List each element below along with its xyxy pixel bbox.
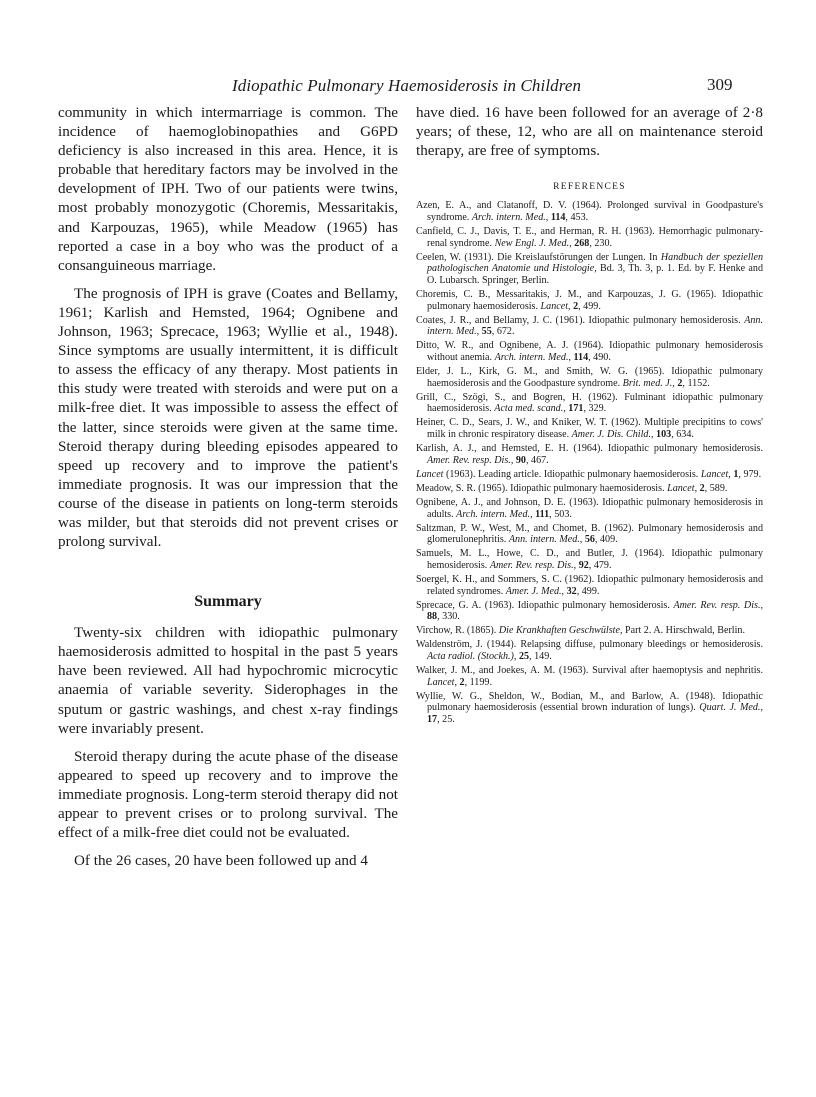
reference-journal: Amer. J. Med. [505, 585, 562, 597]
body-paragraph: The prognosis of IPH is grave (Coates and Bellamy, 1961; Karlish and Hemsted, 1964; Ognibene and Johnson, 1963; Sprecace, 1963; Wyllie et al., 1948). Since symptoms are usually intermittent, it is difficult to assess the efficacy of any therapy. Most patients in this study were treated with steroids and were put on a milk-free diet. It was impossible to assess the effect of the latter, since steroids were given at the same time. Steroid therapy during bleeding episodes appeared to speed up recovery and to improve the patient's immediate prognosis. It was our impression that the course of the disease in patients on long-term steroids was milder, but that steroids did not prevent crises or prolong survival. [58, 284, 398, 551]
reference-journal: Amer. Rev. resp. Dis. [673, 599, 761, 611]
reference-journal: Lancet [540, 300, 569, 312]
reference-journal: Lancet [667, 482, 695, 494]
reference-volume: 114 [550, 211, 566, 223]
reference-volume: 25 [518, 651, 530, 663]
reference-item: Elder, J. L., Kirk, G. M., and Smith, W. G. (1965). Idiopathic pulmonary haemosiderosis and the Goodpasture syndrome. Brit. med. J., 2, 1152. [416, 366, 763, 389]
reference-journal: Ann. intern. Med. [427, 314, 763, 338]
reference-volume: 1 [733, 468, 739, 480]
reference-journal: Arch. intern. Med. [494, 351, 569, 363]
reference-volume: 55 [481, 326, 492, 338]
reference-volume: 90 [515, 454, 526, 466]
summary-heading: Summary [194, 593, 262, 611]
reference-journal: Arch. intern. Med. [456, 508, 531, 520]
reference-item: Ceelen, W. (1931). Die Kreislaufstörungen der Lungen. In Handbuch der speziellen pathologischen Anatomie und Histologie, Bd. 3, Th. 3, p. 1. Ed. by F. Henke and O. Lubarsch. Springer, Berlin. [416, 251, 764, 286]
reference-journal: Lancet [427, 676, 455, 688]
references-list [416, 200, 763, 725]
reference-journal: Lancet [416, 468, 444, 480]
reference-item: Waldenström, J. (1944). Relapsing diffuse, pulmonary bleedings or hemosiderosis. Acta radiol. (Stockh.), 25, 149. [416, 639, 763, 663]
reference-volume: 171 [568, 403, 584, 415]
reference-volume: 114 [573, 351, 589, 363]
reference-item: Saltzman, P. W., West, M., and Chomet, B. (1962). Pulmonary hemosiderosis and glomerulonephritis. Ann. intern. Med., 56, 409. [416, 522, 763, 546]
reference-volume: 88 [427, 611, 438, 623]
reference-item: Wyllie, W. G., Sheldon, W., Bodian, M., and Barlow, A. (1948). Idiopathic pulmonary haemosiderosis (essential brown induration of lungs). Quart. J. Med., 17, 25. [416, 690, 763, 726]
reference-journal: Amer. J. Dis. Child. [571, 428, 651, 440]
summary-paragraph: Steroid therapy during the acute phase of the disease appeared to speed up recovery and to improve the immediate prognosis. Long-term steroid therapy did not appear to prevent crises or to prolong survival. The effect of a milk-free diet could not be evaluated. [58, 747, 398, 842]
reference-volume: 2 [699, 482, 705, 494]
reference-volume: 32 [566, 585, 577, 597]
reference-journal: Quart. J. Med. [699, 702, 761, 714]
reference-journal: Lancet [700, 468, 729, 480]
left-column [58, 103, 398, 870]
page-number: 309 [707, 75, 733, 94]
right-column [416, 103, 763, 728]
reference-volume: 111 [535, 508, 550, 520]
reference-item: Samuels, M. L., Howe, C. D., and Butler, J. (1964). Idiopathic pulmonary hemosiderosis. Amer. Rev. resp. Dis., 92, 479. [416, 548, 763, 571]
summary-paragraph: Twenty-six children with idiopathic pulmonary haemosiderosis admitted to hospital in the past 5 years have been reviewed. All had hypochromic microcytic anaemia of variable severity. Siderophages in the sputum or gastric washings, and chest x-ray findings were invariably present. [58, 624, 398, 737]
reference-journal: Arch. intern. Med. [471, 211, 546, 223]
reference-item: Grill, C., Szögi, S., and Bogren, H. (1962). Fulminant idiopathic pulmonary haemosiderosis. Acta med. scand., 171, 329. [416, 391, 763, 415]
reference-volume: 2 [573, 300, 579, 312]
body-paragraph-continuation: have died. 16 have been followed for an average of 2·8 years; of these, 12, who are all on maintenance steroid therapy, are free of symptoms. [416, 104, 763, 160]
reference-item: Ditto, W. R., and Ognibene, A. J. (1964). Idiopathic pulmonary hemosiderosis without anemia. Arch. intern. Med., 114, 490. [416, 340, 763, 363]
reference-journal: Amer. Rev. resp. Dis. [427, 454, 511, 466]
reference-item: Virchow, R. (1865). Die Krankhaften Geschwülste, Part 2. A. Hirschwald, Berlin. [416, 625, 745, 637]
reference-volume: 268 [574, 237, 590, 249]
reference-journal: Handbuch der speziellen pathologischen Anatomie und Histologie [427, 251, 764, 275]
reference-item: Azen, E. A., and Clatanoff, D. V. (1964). Prolonged survival in Goodpasture's syndrome. Arch. intern. Med., 114, 453. [416, 200, 763, 223]
reference-volume: 17 [427, 714, 438, 726]
reference-item: Walker, J. M., and Joekes, A. M. (1963). Survival after haemoptysis and nephritis. Lancet, 2, 1199. [416, 665, 763, 688]
references-heading [416, 182, 763, 192]
reference-item: Karlish, A. J., and Hemsted, E. H. (1964). Idiopathic pulmonary hemosiderosis. Amer. Rev. resp. Dis., 90, 467. [416, 443, 763, 466]
reference-journal: Acta med. scand. [494, 403, 564, 415]
reference-journal: Brit. med. J. [622, 377, 673, 389]
reference-item: Canfield, C. J., Davis, T. E., and Herman, R. H. (1963). Hemorrhagic pulmonary-renal syndrome. New Engl. J. Med., 268, 230. [416, 225, 763, 249]
reference-journal: New Engl. J. Med. [494, 237, 570, 249]
reference-item: Choremis, C. B., Messaritakis, J. M., and Karpouzas, J. G. (1965). Idiopathic pulmonary haemosiderosis. Lancet, 2, 499. [416, 288, 763, 312]
summary-paragraph: Of the 26 cases, 20 have been followed up and 4 [74, 852, 368, 870]
reference-item: Heiner, C. D., Sears, J. W., and Kniker, W. T. (1962). Multiple precipitins to cows' milk in chronic respiratory disease. Amer. J. Dis. Child., 103, 634. [416, 417, 763, 440]
reference-item: Soergel, K. H., and Sommers, S. C. (1962). Idiopathic pulmonary hemosiderosis and related syndromes. Amer. J. Med., 32, 499. [416, 574, 763, 597]
reference-journal: Ann. intern. Med. [508, 534, 580, 546]
reference-item: Meadow, S. R. (1965). Idiopathic pulmonary haemosiderosis. Lancet, 2, 589. [416, 482, 728, 494]
reference-journal: Die Krankhaften Geschwülste [498, 625, 620, 637]
reference-volume: 2 [677, 377, 683, 389]
reference-volume: 56 [584, 534, 595, 546]
reference-item: Sprecace, G. A. (1963). Idiopathic pulmonary hemosiderosis. Amer. Rev. resp. Dis., 88, 330. [416, 599, 763, 623]
reference-item: Ognibene, A. J., and Johnson, D. E. (1963). Idiopathic pulmonary hemosiderosis in adults. Arch. intern. Med., 111, 503. [416, 496, 763, 520]
references-heading-text: REFERENCES [553, 182, 626, 193]
reference-item: Coates, J. R., and Bellamy, J. C. (1961). Idiopathic pulmonary hemosiderosis. Ann. intern. Med., 55, 672. [416, 314, 763, 338]
running-title: Idiopathic Pulmonary Haemosiderosis in Children [232, 76, 582, 95]
reference-volume: 92 [578, 559, 589, 571]
reference-journal: Amer. Rev. resp. Dis. [489, 559, 574, 571]
reference-volume: 103 [656, 428, 672, 440]
reference-journal: Acta radiol. (Stockh.) [427, 651, 514, 663]
body-paragraph: community in which intermarriage is common. The incidence of haemoglobinopathies and G6PD deficiency is also increased in this area. Hence, it is probable that hereditary factors may be involved in the development of IPH. Two of our patients were twins, most probably monozygotic (Choremis, Messaritakis, and Karpouzas, 1965), while Meadow (1965) has reported a case in a boy who was the product of a consanguineous marriage. [58, 104, 398, 274]
reference-volume: 2 [459, 676, 465, 688]
reference-item: Lancet (1963). Leading article. Idiopathic pulmonary haemosiderosis. Lancet, 1, 979. [416, 468, 762, 480]
